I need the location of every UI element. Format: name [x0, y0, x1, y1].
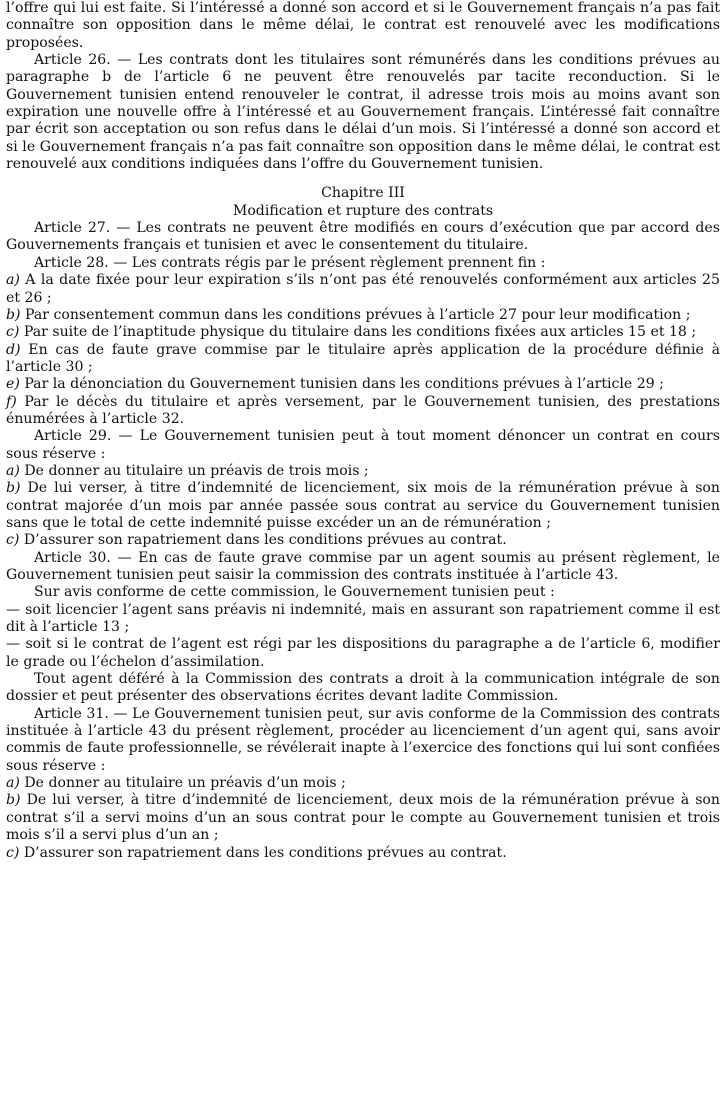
list-item: b) De lui verser, à titre d’indemnité de licenciement, six mois de la rémunération prévue à son contrat majorée d’un mois par année passée sous contrat au service du Gouvernement tunisien sans que le total de cette indemnité puisse excéder un an de rémunération ; — [6, 480, 720, 531]
paragraph: Sur avis conforme de cette commission, le Gouvernement tunisien peut : — [34, 584, 555, 601]
chapter-heading: Chapitre III — [321, 185, 405, 202]
article-26: Article 26. — Les contrats dont les titulaires sont rémunérés dans les conditions prévues au paragraphe b de l’article 6 ne peuvent être renouvelés par tacite reconduction. Si le Gouvernement tunisien entend renouveler le contrat, il adresse trois mois au moins avant son expiration une nouvelle offre à l’intéressé et au Gouvernement français. L’intéressé fait connaître par écrit son acceptation ou son refus dans le délai d’un mois. Si l’intéressé a donné son accord et si le Gouvernement français n’a pas fait connaître son opposition dans le même délai, le contrat est renouvelé aux conditions indiquées dans l’offre du Gouvernement tunisien. — [6, 52, 720, 173]
dash-item: — soit si le contrat de l’agent est régi par les dispositions du paragraphe a de l’article 6, modifier le grade ou l’échelon d’assimilation. — [6, 636, 720, 670]
article-31: Article 31. — Le Gouvernement tunisien peut, sur avis conforme de la Commission des contrats instituée à l’article 43 du présent règlement, procéder au licenciement d’un agent qui, sans avoir commis de faute professionnelle, se révélerait inapte à l’exercice des fonctions qui lui sont confiées sous réserve : — [6, 705, 720, 774]
article-29: Article 29. — Le Gouvernement tunisien peut à tout moment dénoncer un contrat en cours sous réserve : — [6, 428, 720, 462]
article-28: Article 28. — Les contrats régis par le présent règlement prennent fin : — [34, 254, 546, 271]
list-item: e) Par la dénonciation du Gouvernement tunisien dans les conditions prévues à l’article 29 ; — [6, 376, 664, 393]
paragraph: Tout agent déféré à la Commission des contrats a droit à la communication intégrale de son dossier et peut présenter des observations écrites devant ladite Commission. — [6, 671, 720, 705]
list-item: a) De donner au titulaire un préavis d’un mois ; — [6, 775, 346, 792]
paragraph-continuation: l’offre qui lui est faite. Si l’intéressé a donné son accord et si le Gouvernement français n’a pas fait connaître son opposition dans le même délai, le contrat est renouvelé avec les modifications proposées. — [6, 0, 720, 51]
dash-item: — soit licencier l’agent sans préavis ni indemnité, mais en assurant son rapatriement comme il est dit à l’article 13 ; — [6, 601, 720, 636]
list-item: f) Par le décès du titulaire et après versement, par le Gouvernement tunisien, des prestations énumérées à l’article 32. — [6, 393, 720, 427]
list-item: c) Par suite de l’inaptitude physique du titulaire dans les conditions fixées aux articles 15 et 18 ; — [6, 324, 697, 341]
list-item: b) De lui verser, à titre d’indemnité de licenciement, deux mois de la rémunération prévue à son contrat s’il a servi moins d’un an sous contrat pour le compte au Gouvernement tunisien et trois mois s’il a servi plus d’un an ; — [6, 792, 720, 844]
article-30: Article 30. — En cas de faute grave commise par un agent soumis au présent règlement, le Gouvernement tunisien peut saisir la commission des contrats instituée à l’article 43. — [6, 549, 720, 583]
list-item: a) De donner au titulaire un préavis de trois mois ; — [6, 462, 369, 479]
list-item: c) D’assurer son rapatriement dans les conditions prévues au contrat. — [6, 844, 507, 861]
document-page — [6, 0, 720, 862]
list-item: c) D’assurer son rapatriement dans les conditions prévues au contrat. — [6, 532, 507, 549]
list-item: a) A la date fixée pour leur expiration s’ils n’ont pas été renouvelés conformément aux articles 25 et 26 ; — [6, 272, 720, 306]
article-27: Article 27. — Les contrats ne peuvent être modifiés en cours d’exécution que par accord des Gouvernements français et tunisien et avec le consentement du titulaire. — [6, 220, 720, 254]
chapter-title: Modification et rupture des contrats — [232, 202, 494, 219]
list-item: d) En cas de faute grave commise par le titulaire après application de la procédure définie à l’article 30 ; — [6, 341, 720, 375]
list-item: b) Par consentement commun dans les conditions prévues à l’article 27 pour leur modification ; — [6, 306, 691, 323]
